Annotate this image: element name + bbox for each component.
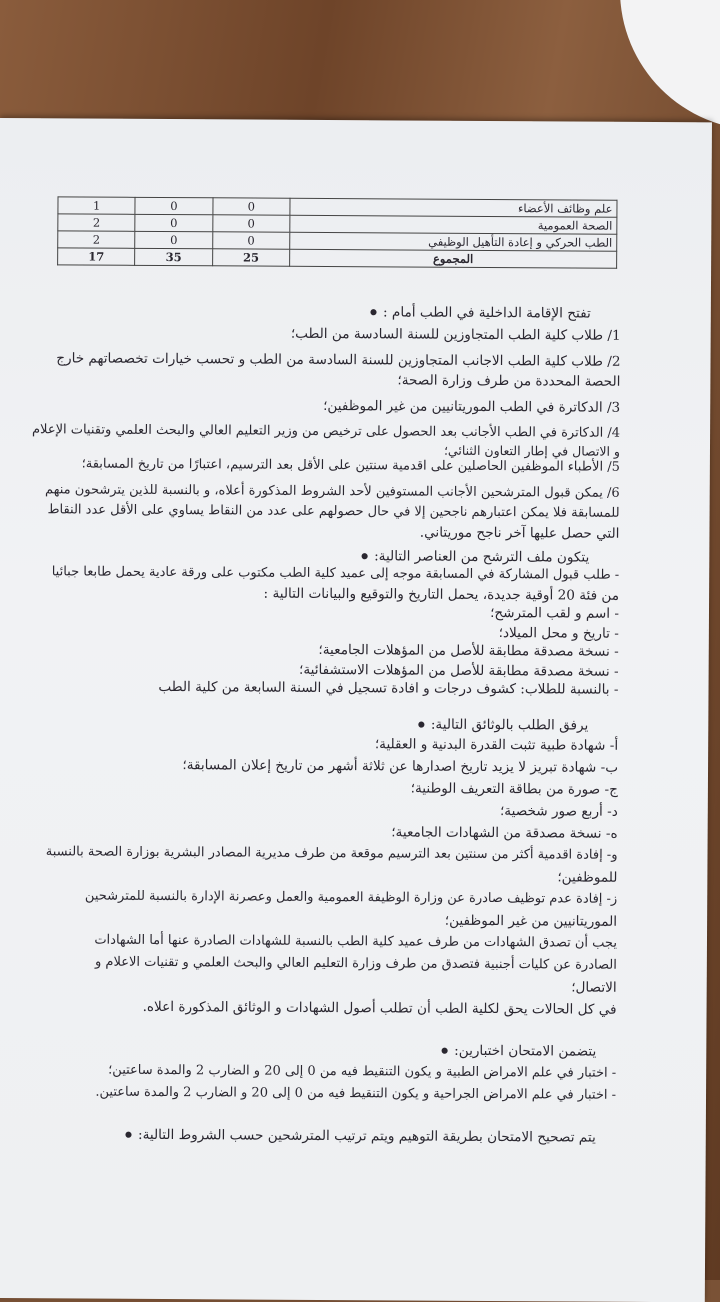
list-item: - اسم و لقب المترشح؛: [490, 605, 620, 622]
list-item: 2/ طلاب كلية الطب الاجانب المتجاوزين للسنة السادسة من الطب و تحسب خيارات تخصصاتهم خارج: [56, 350, 621, 370]
list-item: - نسخة مصدقة مطابقة للأصل من المؤهلات الاستشفائية؛: [298, 661, 619, 680]
list-item: - اختبار في علم الامراض الطبية و يكون التنقيط فيه من 0 إلى 20 و الضارب 2 والمدة ساعتين؛: [108, 1062, 617, 1081]
table-cell: الطب الحركي و إعادة التأهيل الوظيفي: [290, 232, 617, 251]
list-item: في كل الحالات يحق لكلية الطب أن تطلب أصول الشهادات و الوثائق المذكورة اعلاه.: [142, 998, 617, 1018]
table-cell: 0: [213, 198, 290, 215]
document-body: [0, 118, 712, 1302]
list-item: الموريتانيين من غير الموظفين؛: [444, 912, 618, 930]
table-cell: 0: [212, 215, 289, 232]
table-cell: 0: [135, 214, 212, 231]
table-cell: الصحة العمومية: [290, 215, 617, 234]
list-item: و الاتصال في إطار التعاون الثنائي؛: [443, 442, 621, 459]
table-cell: المجموع: [290, 249, 617, 268]
list-item: - اختبار في علم الامراض الجراحية و يكون التنقيط فيه من 0 إلى 20 و الضارب 2 والمدة ساعتين.: [95, 1084, 617, 1103]
list-item: من فئة 20 أوقية جديدة، يحمل التاريخ والتوقيع والبيانات التالية :: [263, 585, 620, 604]
table-cell: 17: [58, 248, 135, 265]
list-item: أ- شهادة طبية تثبت القدرة البدنية و العقلية؛: [374, 736, 619, 754]
list-item: د- أربع صور شخصية؛: [499, 803, 618, 820]
list-item: - تاريخ و محل الميلاد؛: [498, 625, 619, 642]
list-item: يجب أن تصدق الشهادات من طرف عميد كلية الطب بالنسبة للشهادات الصادرة عنها أما الشهادات: [94, 932, 618, 951]
section-heading: يتم تصحيح الامتحان بطريقة التوهيم ويتم ترتيب المترشحين حسب الشروط التالية: ●: [125, 1125, 596, 1150]
list-item: للمسابقة فلا يمكن اعتبارهم ناجحين إلا في حال حصولهم على عدد من النقاط يساوي على الأقل عدد النقاط: [47, 502, 620, 521]
list-item: 4/ الدكاترة في الطب الأجانب بعد الحصول على ترخيص من وزير التعليم العالي والبحث العلمي وتقنيات الإعلام: [31, 422, 621, 441]
table-cell: 35: [135, 248, 212, 265]
table-cell: 0: [135, 231, 212, 248]
document-page: [0, 118, 712, 1302]
list-item: ج- صورة من بطاقة التعريف الوطنية؛: [410, 780, 618, 798]
table-total-row: [58, 248, 617, 268]
list-item: ه- نسخة مصدقة من الشهادات الجامعية؛: [391, 824, 618, 842]
list-item: 1/ طلاب كلية الطب المتجاوزين للسنة السادسة من الطب؛: [290, 325, 621, 344]
list-item: و- إفادة اقدمية أكثر من سنتين بعد الترسيم موقعة من طرف مديرية المصادر البشرية بوزارة الصحة بالنسبة: [45, 844, 618, 863]
table-cell: 1: [58, 197, 135, 214]
section-heading: يتضمن الامتحان اختبارين: ●: [441, 1041, 596, 1064]
specialty-count-table: [57, 196, 617, 268]
list-item: للموظفين؛: [557, 869, 618, 886]
list-item: الاتصال؛: [571, 979, 617, 996]
list-item: 6/ يمكن قبول المترشحين الأجانب المستوفين لأحد الشروط المذكورة أعلاه، و بالنسبة للذين يترشحون منهم: [45, 482, 620, 501]
table-cell: 2: [58, 231, 135, 248]
list-item: - بالنسبة للطلاب: كشوف درجات و افادة تسجيل في السنة السابعة من كلية الطب: [158, 678, 619, 698]
table-cell: 0: [212, 232, 289, 249]
list-item: ز- إفادة عدم توظيف صادرة عن وزارة الوظيفة العمومية والعمل وعصرنة الإدارة بالنسبة للمترشحين: [84, 888, 618, 907]
section-heading: يتكون ملف الترشح من العناصر التالية: ●: [361, 546, 589, 569]
section-heading: تفتح الإقامة الداخلية في الطب أمام : ●: [370, 302, 591, 325]
list-item: - طلب قبول المشاركة في المسابقة موجه إلى عميد كلية الطب مكتوب على ورقة عادية يحمل طابعا جبائيا: [51, 564, 620, 583]
table-cell: علم وظائف الأعضاء: [290, 198, 617, 217]
section-heading: يرفق الطلب بالوثائق التالية: ●: [418, 715, 589, 738]
table-cell: 0: [135, 197, 212, 214]
list-item: التي حصل عليها آخر ناجح موريتاني.: [419, 524, 620, 542]
list-item: الصادرة عن كليات أجنبية فتصدق من طرف وزارة التعليم العالي والبحث العلمي و تقنيات الاعلام و: [94, 954, 617, 973]
list-item: الحصة المحددة من طرف وزارة الصحة؛: [397, 372, 621, 390]
list-item: 5/ الأطباء الموظفين الحاصلين على اقدمية سنتين على الأقل بعد الترسيم، اعتبارًا من تاريخ المسابقة؛: [81, 456, 620, 475]
list-item: - نسخة مصدقة مطابقة للأصل من المؤهلات الجامعية؛: [318, 641, 619, 660]
list-item: ب- شهادة تبريز لا يزيد تاريخ اصدارها عن ثلاثة أشهر من تاريخ إعلان المسابقة؛: [182, 757, 619, 776]
list-item: 3/ الدكاترة في الطب الموريتانيين من غير الموظفين؛: [323, 397, 621, 416]
table-cell: 2: [58, 214, 135, 231]
table-cell: 25: [212, 249, 289, 266]
